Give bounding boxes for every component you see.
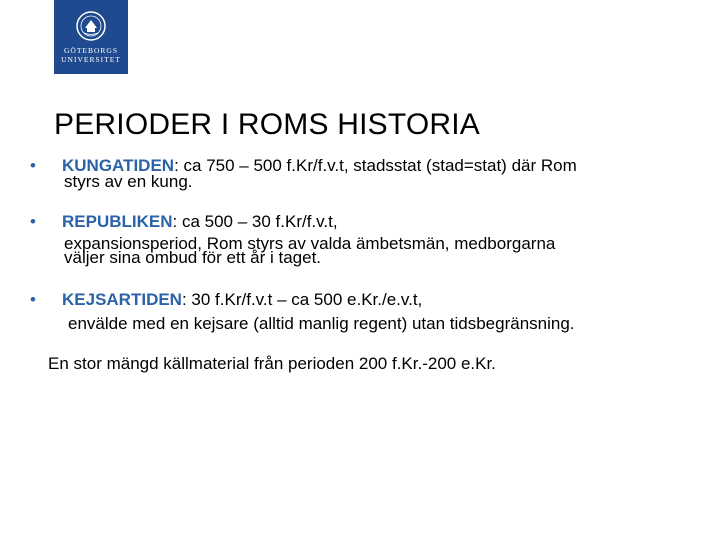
paragraph-text: En stor mängd källmaterial från perioden 200 f.Kr.-200 e.Kr. [48, 354, 496, 373]
item-line3: väljer sina ombud för ett år i taget. [64, 248, 322, 267]
item-line2: envälde med en kejsare (alltid manlig regent) utan tidsbegränsning. [68, 314, 575, 333]
item-keyword: KEJSARTIDEN [62, 290, 182, 309]
item-line2: expansionsperiod, Rom styrs av valda ämbetsmän, medborgarna [64, 234, 556, 253]
slide-title: PERIODER I ROMS HISTORIA [54, 108, 480, 141]
item-line2: styrs av en kung. [64, 172, 193, 191]
item-keyword: REPUBLIKEN [62, 212, 173, 231]
bullet: • [30, 290, 36, 309]
logo-text-line2: UNIVERSITET [61, 55, 121, 64]
list-item-kungatiden [30, 158, 680, 192]
bullet: • [30, 156, 36, 175]
item-text: : ca 500 – 30 f.Kr/f.v.t, [172, 212, 338, 231]
list-item-republiken [30, 214, 680, 266]
logo-text-line1: GÖTEBORGS [63, 46, 118, 55]
item-text: : ca 750 – 500 f.Kr/f.v.t, stadsstat (stad=stat) där Rom [174, 156, 577, 175]
bullet: • [30, 212, 36, 231]
item-text: : 30 f.Kr/f.v.t – ca 500 e.Kr./e.v.t, [181, 290, 423, 309]
university-seal-icon [75, 10, 107, 42]
list-item-kejsartiden [30, 292, 680, 332]
university-logo [54, 0, 128, 74]
item-keyword: KUNGATIDEN [62, 156, 175, 175]
